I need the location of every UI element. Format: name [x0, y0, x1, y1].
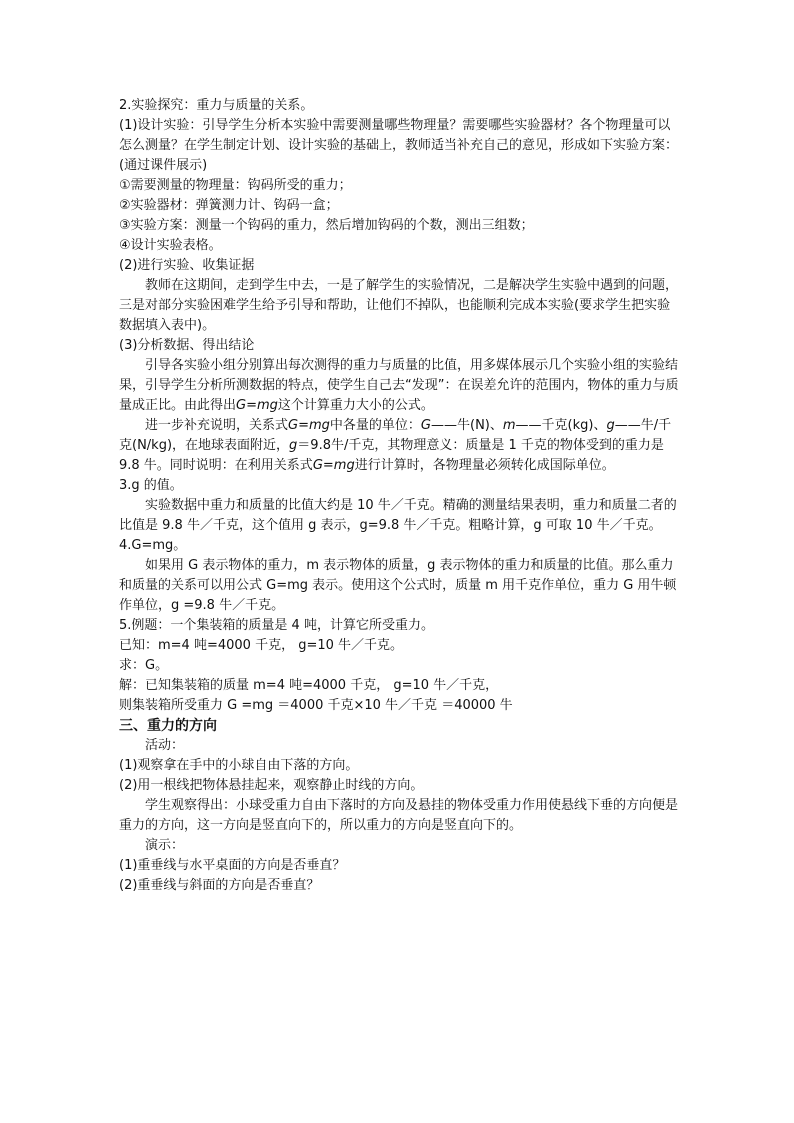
label-demonstration: 演示：	[145, 838, 185, 853]
document-body	[119, 96, 679, 896]
subheading-conduct: (2)进行实验、收集证据	[119, 258, 255, 273]
paragraph-formula: 如果用 G 表示物体的重力，m 表示物体的质量，g 表示物体的重力和质量的比值。那么重力和质量的关系可以用公式 G=mg 表示。使用这个公式时，质量 m 用千克作单位，重力 G 用牛顿作单位，g =9.8 牛／千克。	[119, 558, 677, 613]
list-item-quantity: ①需要测量的物理量：钩码所受的重力；	[119, 178, 352, 193]
example-find: 求：G。	[119, 658, 169, 673]
paragraph-design-experiment: (1)设计实验：引导学生分析本实验中需要测量哪些物理量？需要哪些实验器材？各个物理量可以怎么测量？在学生制定计划、设计实验的基础上，教师适当补充自己的意见，形成如下实验方案：(通过课件展示)	[119, 118, 679, 173]
example-result: 则集装箱所受重力 G =mg ＝4000 千克×10 牛／千克 ＝40000 牛	[119, 698, 513, 713]
formula: G=mg	[236, 398, 278, 413]
activity-item-2: (2)用一根线把物体悬挂起来，观察静止时线的方向。	[119, 778, 424, 793]
variable: m	[502, 418, 516, 433]
variable: g	[606, 418, 615, 433]
demo-item-2: (2)重垂线与斜面的方向是否垂直？	[119, 878, 320, 893]
paragraph-units	[119, 416, 679, 476]
variable: G	[420, 418, 431, 433]
heading-example: 5.例题：一个集装箱的质量是 4 吨，计算它所受重力。	[119, 618, 434, 633]
subheading-analyze: (3)分析数据、得出结论	[119, 338, 255, 353]
heading-formula: 4.G=mg。	[119, 538, 187, 553]
paragraph-g-value: 实验数据中重力和质量的比值大约是 10 牛／千克。精确的测量结果表明，重力和质量二者的比值是 9.8 牛／千克，这个值用 g 表示，g=9.8 牛／千克。粗略计算，g 可取 10 牛／千克。	[119, 498, 677, 533]
text: 中各量的单位：	[329, 418, 421, 433]
text: ——牛(N)、	[431, 418, 503, 433]
text: ——牛/千克(N/kg)，在地球表面附近，	[119, 418, 672, 453]
example-given: 已知：m=4 吨=4000 千克， g=10 牛／千克。	[119, 638, 404, 653]
formula: G=mg	[312, 458, 355, 473]
text: ——千克(kg)、	[515, 418, 607, 433]
section-heading-gravity-direction: 三、重力的方向	[119, 718, 217, 734]
heading-g-value: 3.g 的值。	[119, 478, 183, 493]
example-solution: 解：已知集装箱的质量 m=4 吨=4000 千克， g=10 牛／千克，	[119, 678, 499, 693]
list-item-table: ④设计实验表格。	[119, 238, 222, 253]
heading-experiment: 2.实验探究：重力与质量的关系。	[119, 98, 314, 113]
label-activity: 活动：	[145, 738, 185, 753]
text: 进一步补充说明，关系式	[145, 418, 289, 433]
demo-item-1: (1)重垂线与水平桌面的方向是否垂直？	[119, 858, 346, 873]
list-item-plan: ③实验方案：测量一个钩码的重力，然后增加钩码的个数，测出三组数；	[119, 218, 534, 233]
text: 引导各实验小组分别算出每次测得的重力与质量的比值，用多媒体展示几个实验小组的实验结果，引导学生分析所测数据的特点，使学生自己去“发现”：在误差允许的范围内，物体的重力与质量成正比。由此得出	[119, 358, 679, 413]
list-item-equipment: ②实验器材：弹簧测力计、钩码一盒；	[119, 198, 339, 213]
formula: G=mg	[288, 418, 330, 433]
text: 进行计算时，各物理量必须转化成国际单位。	[354, 458, 615, 473]
paragraph-analysis	[119, 356, 679, 416]
paragraph-observation: 学生观察得出：小球受重力自由下落时的方向及悬挂的物体受重力作用使悬线下垂的方向便是重力的方向，这一方向是竖直向下的，所以重力的方向是竖直向下的。	[119, 798, 679, 833]
activity-item-1: (1)观察拿在手中的小球自由下落的方向。	[119, 758, 359, 773]
text: ＝9.8牛/千克，其物理意义：质量是 1 千克的物体受到的重力是 9.8 牛。同时说明：在利用关系式	[119, 438, 664, 473]
text: 这个计算重力大小的公式。	[277, 398, 434, 413]
variable: g	[289, 438, 298, 453]
paragraph-teacher-guidance: 教师在这期间，走到学生中去，一是了解学生的实验情况，二是解决学生实验中遇到的问题，三是对部分实验困难学生给予引导和帮助，让他们不掉队，也能顺利完成本实验(要求学生把实验数据填入表中)。	[119, 278, 679, 333]
